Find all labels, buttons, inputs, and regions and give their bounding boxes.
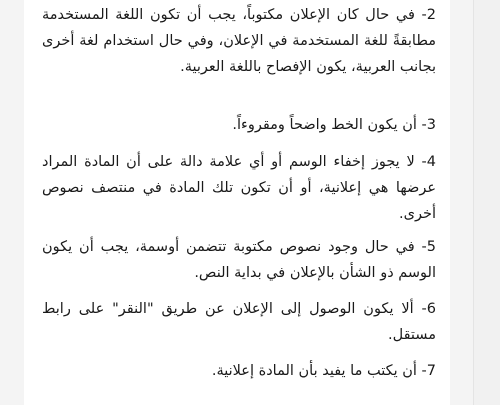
paragraph-rule-2: 2- في حال كان الإعلان مكتوباً، يجب أن تكون اللغة المستخدمة مطابقةً للغة المستخدمة في الإعلان، وفي حال استخدام لغة أخرى بجانب العربية، يكون الإفصاح باللغة العربية. [42,7,436,75]
paragraph-rule-3: 3- أن يكون الخط واضحاً ومقروءاً. [232,117,436,133]
paragraph-rule-4: 4- لا يجوز إخفاء الوسم أو أي علامة دالة على أن المادة المراد عرضها هي إعلانية، أو أن تكون تلك المادة في منتصف نصوص أخرى. [42,154,436,222]
paragraph-rule-7: 7- أن يكتب ما يفيد بأن المادة إعلانية. [211,363,436,379]
document-content [24,0,450,405]
vertical-scrollbar[interactable] [473,0,500,405]
paragraph-rule-6: 6- ألا يكون الوصول إلى الإعلان عن طريق "النقر" على رابط مستقل. [42,301,436,343]
paragraph-rule-5: 5- في حال وجود نصوص مكتوبة تتضمن أوسمة، يجب أن يكون الوسم ذو الشأن بالإعلان في بداية النص. [42,239,436,281]
scrollbar-thumb[interactable] [481,40,493,190]
